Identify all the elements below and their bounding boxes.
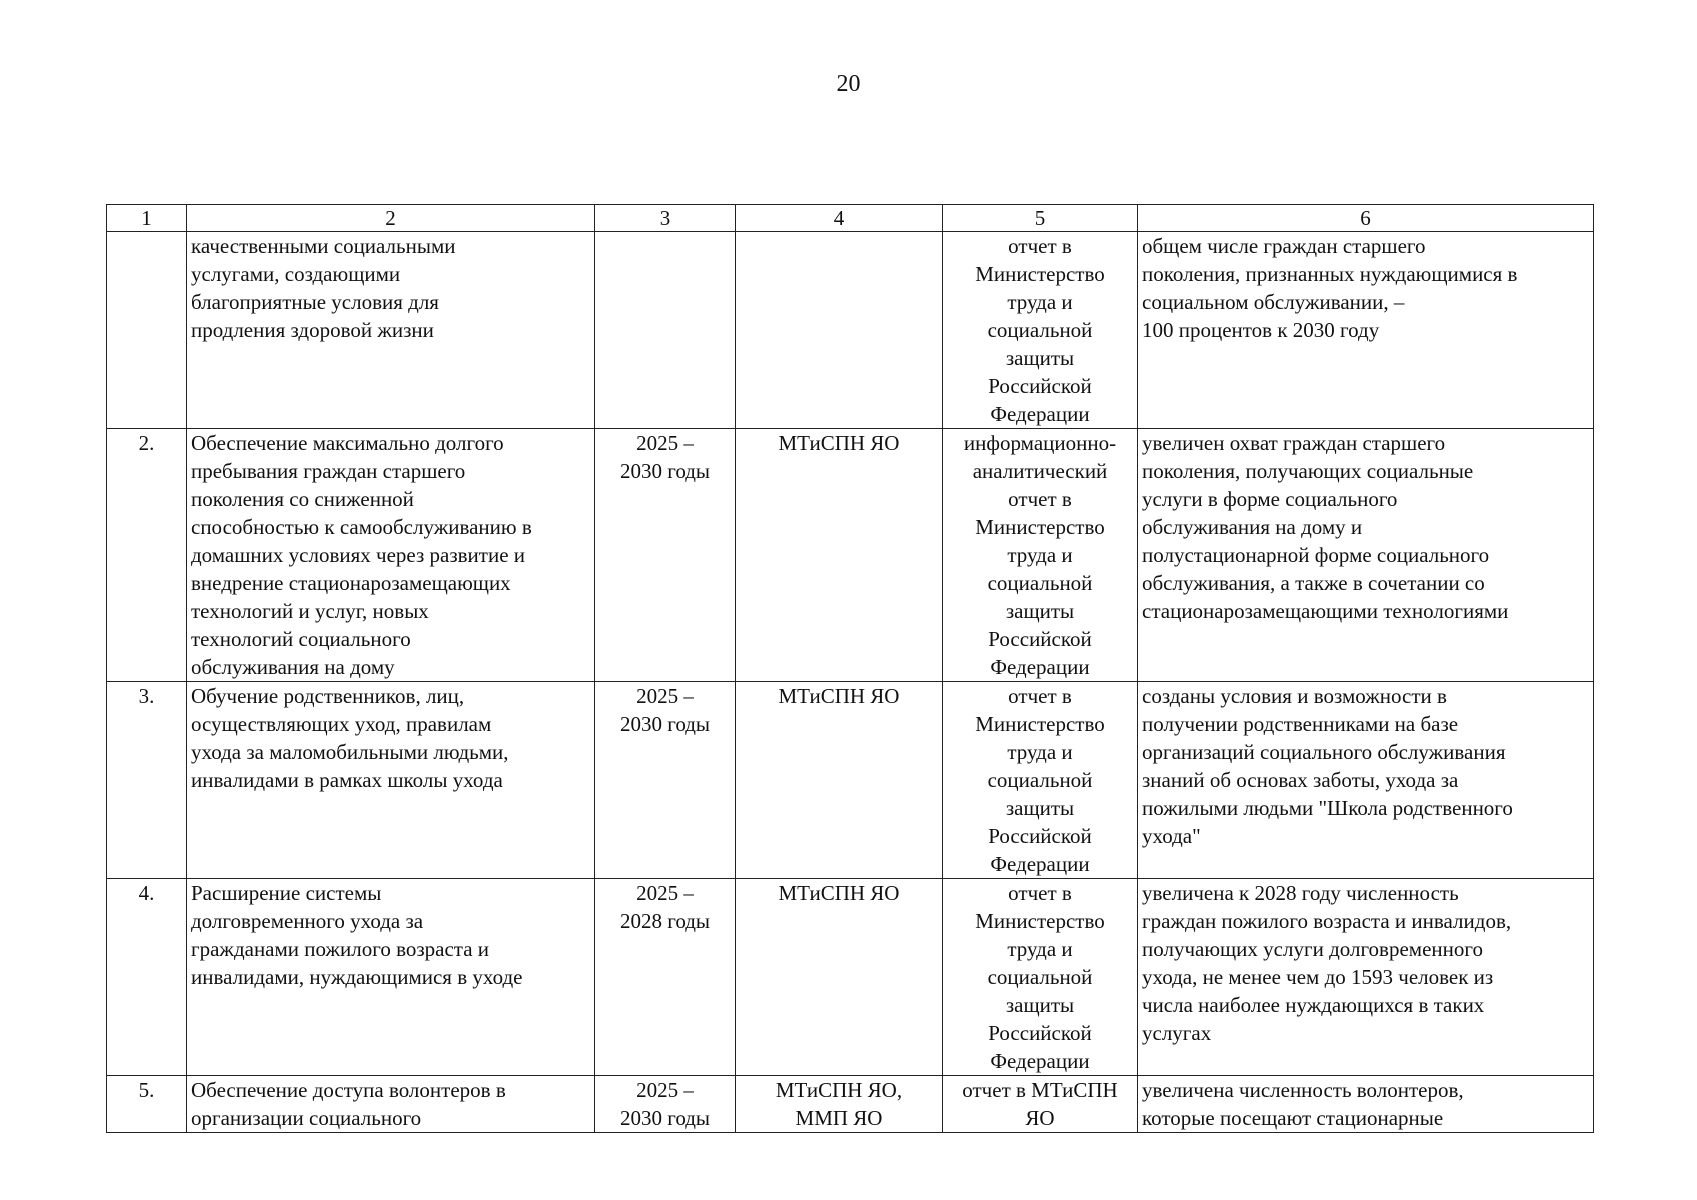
report-cell: отчет в Министерство труда и социальной защиты Российской Федерации [943,879,1138,1076]
activity-cell: Обеспечение максимально долгого пребывания граждан старшего поколения со сниженной способностью к самообслуживанию в домашних условиях через развитие и внедрение стационарозамещающих технологий и услуг, новых технологий социального обслуживания на дому [187,429,595,682]
period-cell: 2025 – 2030 годы [595,682,736,879]
column-header-2: 2 [187,205,595,232]
report-cell: отчет в МТиСПН ЯО [943,1076,1138,1133]
result-cell: созданы условия и возможности в получении родственниками на базе организаций социального обслуживания знаний об основах заботы, ухода за пожилыми людьми "Школа родственного ухода" [1138,682,1594,879]
activity-cell: Обучение родственников, лиц, осуществляющих уход, правилам ухода за маломобильными людьми, инвалидами в рамках школы ухода [187,682,595,879]
page-number: 20 [836,71,861,97]
row-number: 4. [107,879,187,1076]
period-cell [595,232,736,429]
activity-cell: Расширение системы долговременного ухода за гражданами пожилого возраста и инвалидами, нуждающимися в уходе [187,879,595,1076]
result-cell: общем числе граждан старшего поколения, признанных нуждающимися в социальном обслуживании, – 100 процентов к 2030 году [1138,232,1594,429]
table-row [107,232,1594,429]
report-cell: отчет в Министерство труда и социальной защиты Российской Федерации [943,232,1138,429]
responsible-cell [736,232,943,429]
column-header-1: 1 [107,205,187,232]
column-header-4: 4 [736,205,943,232]
responsible-cell: МТиСПН ЯО, ММП ЯО [736,1076,943,1133]
result-cell: увеличен охват граждан старшего поколения, получающих социальные услуги в форме социального обслуживания на дому и полустационарной форме социального обслуживания, а также в сочетании со стационарозамещающими технологиями [1138,429,1594,682]
period-cell: 2025 – 2028 годы [595,879,736,1076]
activities-table [106,204,1594,1133]
row-number: 5. [107,1076,187,1133]
responsible-cell: МТиСПН ЯО [736,429,943,682]
report-cell: информационно- аналитический отчет в Министерство труда и социальной защиты Российской Федерации [943,429,1138,682]
row-number [107,232,187,429]
table-row [107,1076,1594,1133]
activity-cell: качественными социальными услугами, создающими благоприятные условия для продления здоровой жизни [187,232,595,429]
row-number: 2. [107,429,187,682]
column-header-6: 6 [1138,205,1594,232]
responsible-cell: МТиСПН ЯО [736,879,943,1076]
column-header-3: 3 [595,205,736,232]
result-cell: увеличена численность волонтеров, которые посещают стационарные [1138,1076,1594,1133]
report-cell: отчет в Министерство труда и социальной защиты Российской Федерации [943,682,1138,879]
row-number: 3. [107,682,187,879]
activity-cell: Обеспечение доступа волонтеров в организации социального [187,1076,595,1133]
table-row [107,682,1594,879]
table-row [107,429,1594,682]
column-header-5: 5 [943,205,1138,232]
period-cell: 2025 – 2030 годы [595,429,736,682]
responsible-cell: МТиСПН ЯО [736,682,943,879]
period-cell: 2025 – 2030 годы [595,1076,736,1133]
result-cell: увеличена к 2028 году численность граждан пожилого возраста и инвалидов, получающих услуги долговременного ухода, не менее чем до 1593 человек из числа наиболее нуждающихся в таких услугах [1138,879,1594,1076]
column-number-row [107,205,1594,232]
table-row [107,879,1594,1076]
